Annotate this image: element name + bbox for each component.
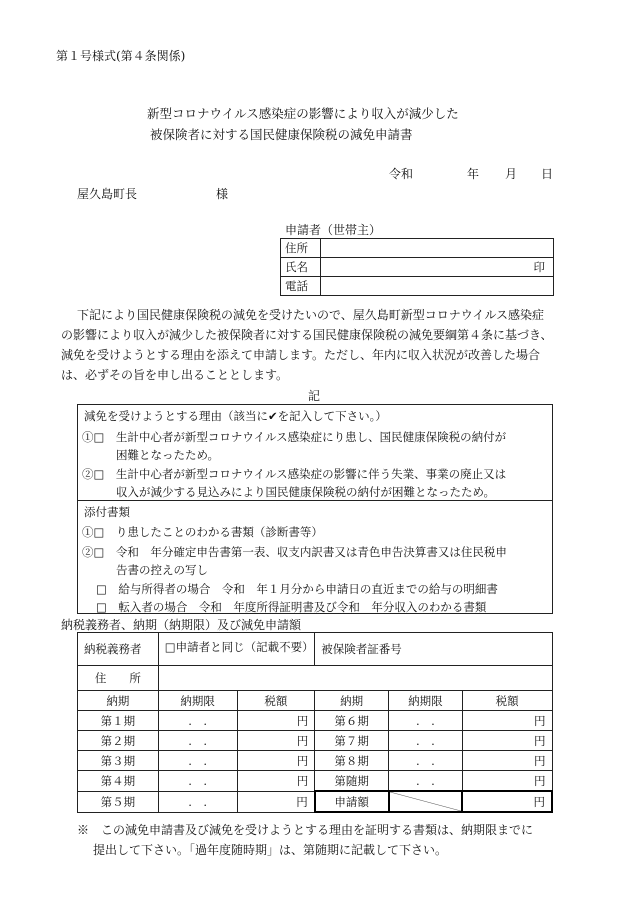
applicant-name-field[interactable]	[320, 258, 553, 277]
period-label: 第８期	[315, 751, 389, 771]
deadline-field[interactable]: . .	[389, 771, 463, 792]
insured-number-label: 被保険者証番号	[315, 633, 463, 666]
body-line-4: は、必ずその旨を申し出ることとします。	[61, 368, 289, 382]
dues-heading: 納税義務者、納期（納期限）及び減免申請額	[61, 618, 302, 632]
period-label: 第３期	[78, 751, 159, 771]
deadline-field[interactable]: . .	[158, 731, 237, 751]
attachments-heading: 添付書類	[84, 505, 130, 519]
applicant-address-field[interactable]	[320, 239, 553, 258]
body-line-3: 減免を受けようとする理由を添えて申請します。ただし、年内に収入状況が改善した場合	[61, 348, 541, 362]
header-deadline-left: 納期限	[158, 691, 237, 711]
header-period-right: 納期	[315, 691, 389, 711]
amount-field[interactable]: 円	[237, 731, 315, 751]
amount-field[interactable]: 円	[462, 771, 552, 792]
taxpayer-address-field[interactable]	[158, 666, 552, 691]
applicant-name-label: 氏名	[281, 258, 321, 277]
applicant-table	[280, 238, 554, 296]
note-line-2: 提出して下さい。「過年度随時期」は、第随期に記載して下さい。	[93, 843, 448, 857]
date-year: 年	[467, 167, 480, 181]
same-as-applicant-checkbox[interactable]: □申請者と同じ（記載不要）	[158, 633, 314, 666]
header-period-left: 納期	[78, 691, 159, 711]
period-label: 第５期	[78, 791, 159, 812]
applicant-phone-label: 電話	[281, 277, 321, 296]
header-deadline-right: 納期限	[389, 691, 463, 711]
table-row	[78, 791, 553, 812]
deadline-field[interactable]: . .	[389, 751, 463, 771]
table-row	[78, 711, 553, 731]
deadline-field[interactable]: . .	[389, 731, 463, 751]
deadline-field[interactable]: . .	[158, 791, 237, 812]
attachment-item-1[interactable]: ①□ り患したことのわかる書類（診断書等）	[82, 525, 323, 539]
amount-field[interactable]: 円	[237, 751, 315, 771]
ki-label: 記	[308, 389, 321, 403]
form-number: 第１号様式(第４条関係)	[56, 49, 186, 63]
amount-field[interactable]: 円	[462, 731, 552, 751]
reason-item-2[interactable]: ②□ 生計中心者が新型コロナウイルス感染症の影響に伴う失業、事業の廃止又は	[82, 467, 507, 481]
taxpayer-address-label: 住 所	[78, 666, 159, 691]
insured-number-field[interactable]	[462, 633, 552, 666]
reason-divider	[78, 500, 552, 501]
reason-box	[77, 404, 553, 614]
period-label: 第随期	[315, 771, 389, 792]
applicant-address-label: 住所	[281, 239, 321, 258]
amount-field[interactable]: 円	[237, 791, 315, 812]
dues-table	[77, 632, 553, 813]
request-amount-label: 申請額	[315, 791, 389, 812]
taxpayer-label: 納税義務者	[78, 633, 159, 666]
addressee: 屋久島町長	[77, 187, 138, 201]
seal-mark: 印	[533, 260, 545, 274]
date-day: 日	[541, 167, 554, 181]
period-label: 第７期	[315, 731, 389, 751]
deadline-field[interactable]: . .	[158, 771, 237, 792]
request-amount-field[interactable]: 円	[462, 791, 552, 812]
attachment-sub-1[interactable]: □ 給与所得者の場合 令和 年１月分から申請日の直近までの給与の明細書	[96, 582, 498, 596]
applicant-heading: 申請者（世帯主）	[285, 223, 382, 237]
attachment-item-2-cont: 告書の控えの写し	[116, 563, 208, 577]
title-line-2: 被保険者に対する国民健康保険税の減免申請書	[150, 127, 413, 142]
table-row	[78, 771, 553, 792]
attachment-sub-2[interactable]: □ 転入者の場合 令和 年度所得証明書及び令和 年分収入のわかる書類	[96, 600, 487, 614]
title-line-1: 新型コロナウイルス感染症の影響により収入が減少した	[147, 106, 459, 121]
header-amount-left: 税額	[237, 691, 315, 711]
request-amount-blank	[389, 791, 463, 812]
reason-item-1[interactable]: ①□ 生計中心者が新型コロナウイルス感染症にり患し、国民健康保険税の納付が	[82, 430, 507, 444]
amount-field[interactable]: 円	[462, 751, 552, 771]
table-row	[78, 751, 553, 771]
deadline-field[interactable]: . .	[158, 711, 237, 731]
period-label: 第６期	[315, 711, 389, 731]
period-label: 第２期	[78, 731, 159, 751]
amount-field[interactable]: 円	[237, 771, 315, 792]
table-row	[78, 731, 553, 751]
note-line-1: ※ この減免申請書及び減免を受けようとする理由を証明する書類は、納期限までに	[77, 823, 534, 837]
amount-field[interactable]: 円	[237, 711, 315, 731]
addressee-suffix: 様	[216, 187, 229, 201]
period-label: 第１期	[78, 711, 159, 731]
date-era: 令和	[389, 167, 414, 181]
body-line-2: の影響により収入が減少した被保険者に対する国民健康保険税の減免要綱第４条に基づき、	[61, 328, 553, 342]
deadline-field[interactable]: . .	[158, 751, 237, 771]
reason-item-2-cont: 収入が減少する見込みにより国民健康保険税の納付が困難となったため。	[116, 485, 496, 499]
header-amount-right: 税額	[462, 691, 552, 711]
deadline-field[interactable]: . .	[389, 711, 463, 731]
date-month: 月	[505, 167, 518, 181]
attachment-item-2[interactable]: ②□ 令和 年分確定申告書第一表、収支内訳書又は青色申告決算書又は住民税申	[82, 545, 507, 559]
applicant-phone-field[interactable]	[320, 277, 553, 296]
amount-field[interactable]: 円	[462, 711, 552, 731]
reason-item-1-cont: 困難となったため。	[116, 448, 220, 462]
period-label: 第４期	[78, 771, 159, 792]
body-line-1: 下記により国民健康保険税の減免を受けたいので、屋久島町新型コロナウイルス感染症	[77, 308, 545, 322]
reason-heading: 減免を受けようとする理由（該当に✔を記入して下さい。）	[84, 409, 387, 423]
